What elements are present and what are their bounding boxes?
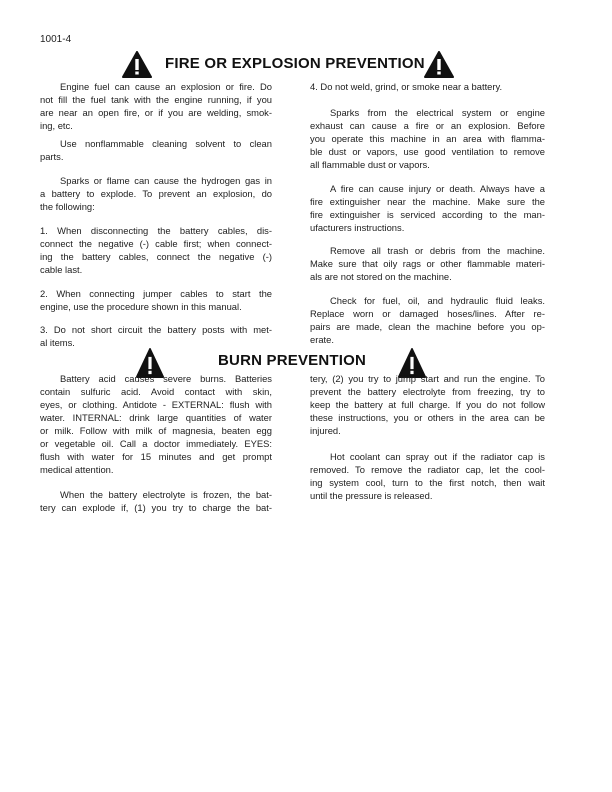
text-line: water. INTERNAL: drink large quantities of water [40, 412, 272, 423]
text-line: 2. When connecting jumper cables to start the [40, 288, 272, 299]
text-line: Sparks from the electrical system or engine [330, 107, 545, 118]
text-line: these instructions, you or others in the area can be [310, 412, 545, 423]
text-line: When the battery electrolyte is frozen, the bat- [60, 489, 272, 500]
text-line: als are not stored on the machine. [310, 271, 452, 282]
paragraph [40, 224, 272, 276]
text-line: fire extinguisher near the machine. Make sure the [310, 196, 545, 207]
page-number: 1001-4 [40, 34, 72, 45]
text-line: a battery to explode. To prevent an explosion, do [40, 188, 272, 199]
text-line: Remove all trash or debris from the machine. [330, 245, 545, 256]
text-line: ing the battery cables, connect the negative (-) [40, 251, 272, 262]
text-line: fire extinguisher is serviced according to the man- [310, 209, 545, 220]
text-line: Engine fuel can cause an explosion or fire. Do [60, 81, 272, 92]
text-line: you operate this machine in an area with flamma- [310, 133, 545, 144]
text-line: pairs are made, clean the machine before you op- [310, 321, 545, 332]
text-line: Hot coolant can spray out if the radiator cap is [330, 451, 545, 462]
text-line: medical attention. [40, 464, 114, 475]
paragraph [310, 372, 545, 437]
paragraph [40, 372, 272, 476]
text-line: ble dust or vapors, use good ventilation to remove [310, 146, 545, 157]
text-line: injured. [310, 425, 341, 436]
paragraph [40, 287, 272, 313]
text-line: or milk. Follow with milk of magnesia, beaten egg [40, 425, 272, 436]
section-title-fire: FIRE OR EXPLOSION PREVENTION [165, 55, 425, 72]
paragraph [310, 294, 545, 346]
text-line: are near an open fire, or if you are welding, smok- [40, 107, 272, 118]
text-line: or vegetable oil. Call a doctor immediately. EYES: [40, 438, 272, 449]
text-line: keep the battery at full charge. If you do not follow [310, 399, 545, 410]
text-line: al items. [40, 337, 75, 348]
text-line: 1. When disconnecting the battery cables, dis- [40, 225, 272, 236]
text-line: Make sure that oily rags or other flammable materi- [310, 258, 545, 269]
text-line: tery can explode if, (1) you try to charge the bat- [40, 502, 272, 513]
text-line: contain sulfuric acid. Avoid contact with skin, [40, 386, 272, 397]
text-line: exhaust can cause a fire or an explosion. Before [310, 120, 545, 131]
text-line: 4. Do not weld, grind, or smoke near a battery. [310, 81, 503, 92]
text-line: erate. [310, 334, 334, 345]
text-line: cable last. [40, 264, 83, 275]
paragraph [310, 450, 545, 502]
text-line: engine, use the procedure shown in this manual. [40, 301, 242, 312]
section-title-burn: BURN PREVENTION [218, 352, 367, 369]
text-line: eyes, or clothing. Antidote - EXTERNAL: flush with [40, 399, 272, 410]
paragraph [310, 244, 545, 283]
text-line: flush with water for 15 minutes and get prompt [40, 451, 272, 462]
warning-triangle-icon [424, 51, 454, 78]
text-line: ufacturers instructions. [310, 222, 405, 233]
text-line: tery, (2) you try to jump start and run the engine. To [310, 373, 545, 384]
paragraph [40, 137, 272, 163]
text-line: ing, etc. [40, 120, 73, 131]
text-line: connect the negative (-) cable first; when connect- [40, 238, 272, 249]
text-line: parts. [40, 151, 64, 162]
text-line: the following: [40, 201, 95, 212]
paragraph [310, 106, 545, 171]
text-line: ing system cool, turn to the first notch, then wait [310, 477, 545, 488]
warning-triangle-icon [122, 51, 152, 78]
paragraph [40, 488, 272, 514]
text-line: not fill the fuel tank with the engine running, if you [40, 94, 272, 105]
paragraph [40, 323, 272, 349]
text-line: all flammable dust or vapors. [310, 159, 430, 170]
text-line: A fire can cause injury or death. Always have a [330, 183, 545, 194]
paragraph [310, 80, 545, 93]
paragraph [310, 182, 545, 234]
text-line: prevent the battery electrolyte from freezing, try to [310, 386, 545, 397]
text-line: Check for fuel, oil, and hydraulic fluid leaks. [330, 295, 545, 306]
text-line: Sparks or flame can cause the hydrogen gas in [60, 175, 272, 186]
text-line: Replace worn or damaged hoses/lines. After re- [310, 308, 545, 319]
text-line: Use nonflammable cleaning solvent to clean [60, 138, 272, 149]
text-line: Battery acid causes severe burns. Batteries [60, 373, 272, 384]
text-line: 3. Do not short circuit the battery posts with met- [40, 324, 272, 335]
text-line: removed. To remove the radiator cap, let the cool- [310, 464, 545, 475]
paragraph [40, 174, 272, 213]
paragraph [40, 80, 272, 132]
text-line: until the pressure is released. [310, 490, 433, 501]
